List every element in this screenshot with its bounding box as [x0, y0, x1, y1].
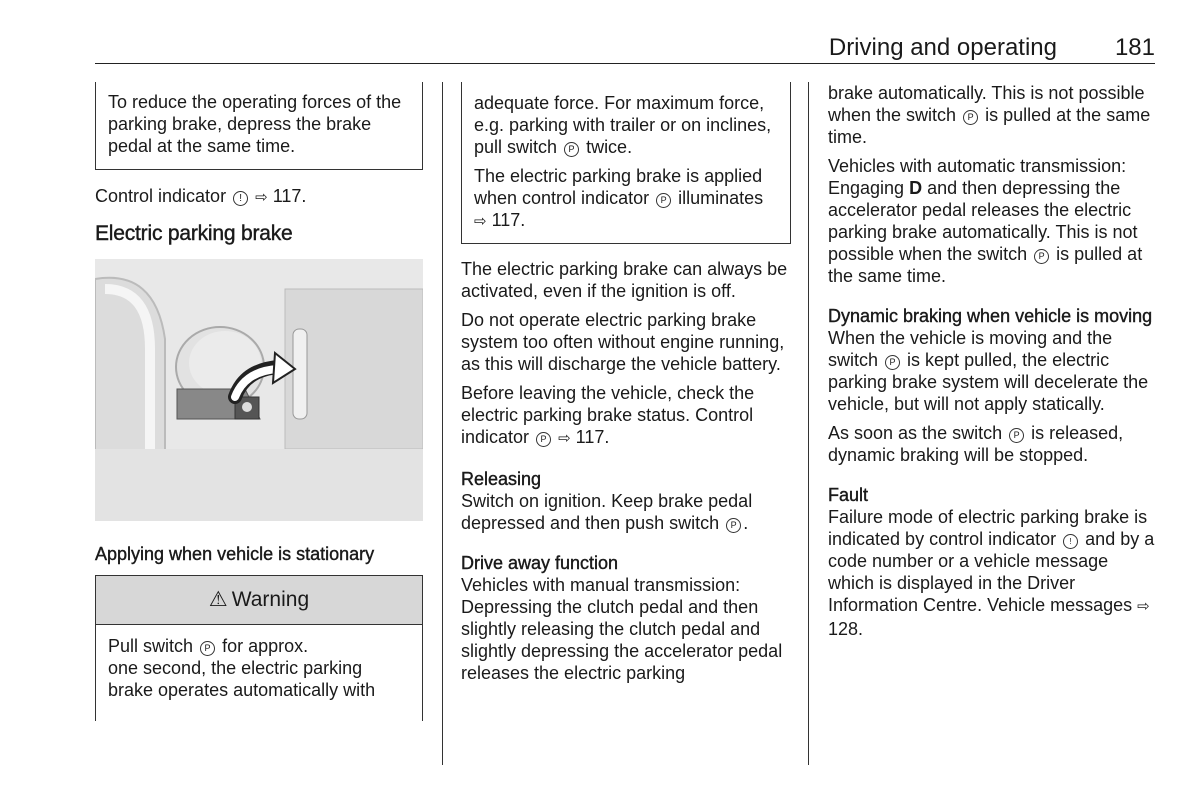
ref-arrow-icon: ⇨ — [558, 430, 571, 447]
parking-brake-illustration — [95, 259, 423, 521]
ref-arrow-icon: ⇨ — [255, 189, 268, 206]
gear-d-label: D — [909, 178, 923, 198]
column-divider — [442, 82, 443, 765]
note-paragraph: The electric parking brake is applied when control indicator P illuminates ⇨ 117. — [474, 165, 780, 233]
ref-arrow-icon: ⇨ — [1137, 598, 1150, 615]
paragraph: brake automatically. This is not possible when the switch P is pulled at the same time. — [828, 83, 1151, 147]
paragraph: When the vehicle is moving and the switch P is kept pulled, the electric parking brake system will decelerate the vehicle, but will not apply statically. — [828, 328, 1149, 414]
paragraph: As soon as the switch P is released, dynamic braking will be stopped. — [828, 423, 1124, 465]
p-switch-icon: P — [726, 518, 741, 533]
p-switch-icon: P — [963, 110, 978, 125]
parking-brake-switch-icon — [95, 259, 423, 521]
note-box — [95, 82, 423, 170]
control-indicator-line: Control indicator ! ⇨ 117. — [95, 185, 423, 209]
paragraph: Do not operate electric parking brake system too often without engine running, as this will discharge the vehicle battery. — [461, 310, 785, 374]
column-divider — [808, 82, 809, 765]
paragraph: Failure mode of electric parking brake is indicated by control indicator ! and by a code number or a vehicle message which is displayed in the Driver Information Centre. Vehicle messages ⇨ 128. — [828, 507, 1155, 639]
p-switch-icon: P — [564, 142, 579, 157]
p-indicator-icon: P — [536, 432, 551, 447]
column-3 — [828, 82, 1158, 647]
paragraph: The electric parking brake can always be activated, even if the ignition is off. — [461, 259, 788, 301]
paragraph: Vehicles with manual transmission: Depressing the clutch pedal and then slightly releasing the clutch pedal and slightly depressing the accelerator pedal releases the electric parking — [461, 575, 783, 683]
page-title: Driving and operating — [828, 34, 1057, 61]
warning-header — [95, 575, 423, 625]
paragraph: Switch on ignition. Keep brake pedal depressed and then push switch P . — [461, 491, 753, 533]
drive-away-title: Drive away function — [461, 553, 619, 573]
p-indicator-icon: P — [656, 193, 671, 208]
releasing-title: Releasing — [461, 469, 542, 489]
dynamic-braking-title: Dynamic braking when vehicle is moving — [828, 306, 1153, 326]
note-text: To reduce the operating forces of the parking brake, depress the brake pedal at the same time. — [108, 92, 402, 156]
p-switch-icon: P — [885, 355, 900, 370]
paragraph: Vehicles with automatic transmission: Engaging D and then depressing the accelerator pedal releases the electric parking brake automatically. This is not possible when the switch P is pulled at the same time. — [828, 156, 1143, 286]
page-number: 181 — [1114, 34, 1155, 61]
fault-indicator-icon: ! — [1063, 534, 1078, 549]
paragraph: Before leaving the vehicle, check the electric parking brake status. Control indicator P ⇨ 117. — [461, 382, 791, 450]
subsection-title: Applying when vehicle is stationary — [95, 544, 375, 564]
note-box-continued — [461, 82, 791, 244]
fault-title: Fault — [828, 485, 869, 505]
note-paragraph: adequate force. For maximum force, e.g. parking with trailer or on inclines, pull switch P twice. — [474, 93, 772, 157]
column-1 — [95, 82, 423, 721]
warning-triangle-icon: ⚠ — [208, 588, 228, 611]
p-switch-icon: P — [1009, 428, 1024, 443]
p-switch-icon: P — [200, 641, 215, 656]
brake-indicator-icon: ! — [233, 191, 248, 206]
page-header — [95, 30, 1155, 64]
warning-body: Pull switch P for approx. one second, the electric parking brake operates automatically with — [95, 625, 423, 721]
column-2 — [461, 82, 791, 691]
ref-arrow-icon: ⇨ — [474, 213, 487, 230]
section-title: Electric parking brake — [95, 222, 293, 245]
p-switch-icon: P — [1034, 249, 1049, 264]
warning-title: Warning — [231, 588, 310, 611]
